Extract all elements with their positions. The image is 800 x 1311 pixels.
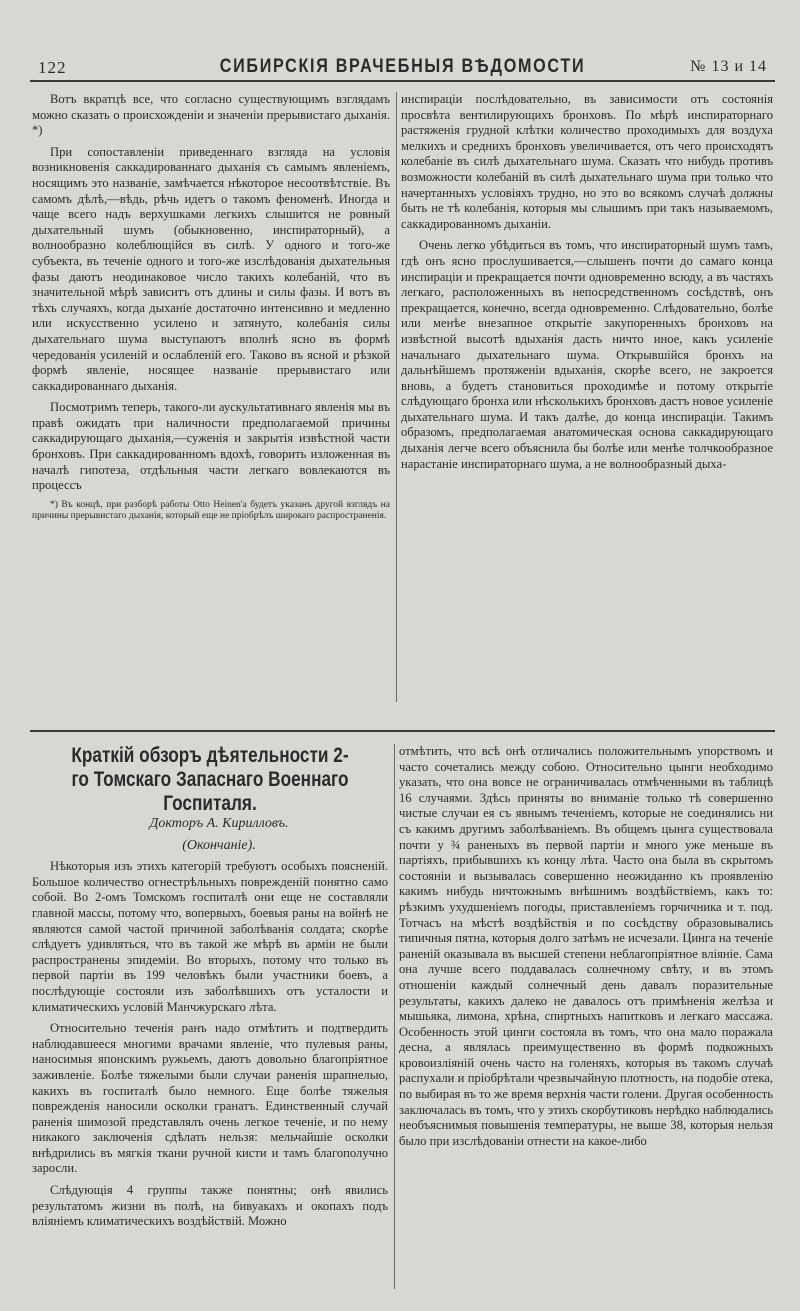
paragraph: Посмотримъ теперь, такого-ли аускультативнаго явленія мы въ правѣ ожидать при наличности предполагаемой причины саккадирующаго дыханія,—суженія и закрытія извѣстной части бронховъ. При саккадированномъ вдохѣ, говорить изложенная въ началѣ гипотеза, отдѣльныя части легкаго вовлекаются въ процессъ (32, 400, 390, 493)
article-author: Докторъ А. Кирилловъ. (149, 816, 289, 831)
article-left-column (32, 744, 388, 1230)
page-header (30, 56, 775, 80)
paragraph: инспираціи послѣдовательно, въ зависимости отъ состоянія просвѣта вентилирующихъ бронховъ. По мѣрѣ инспираторнаго растяженія грудной клѣтки количество проходимыхъ для воздуха мелкихъ и среднихъ бронховъ увеличивается, отъ чего происходятъ колебаніе въ силѣ дыхательнаго шума. Сказать что нибудь противъ возможности колебаній въ силѣ дыхательнаго шума при только что начертанныхъ условіяхъ трудно, но это во всякомъ случаѣ должны быть не тѣ колебанія, которыя мы слышимъ при такъ называемомъ, саккадированномъ дыханіи. (401, 92, 773, 231)
paragraph: Относительно теченія ранъ надо отмѣтить и подтвердить наблюдавшееся многими врачами явленіе, что пулевыя раны, наносимыя японскимъ ружьемъ, даютъ довольно благопріятное заживленіе. Болѣе тяжелыми были случаи раненія шрапнелью, какихъ въ госпиталѣ было немного. Еще болѣе тяжелыя поврежденія наносили осколки гранатъ. Единственный случай раненія шимозой представлялъ очень легкое теченіе, и по нему никакого заключенія сдѣлать нельзя: мельчайшіе осколки внѣдрились въ мягкія ткани ручной кисти и тамъ благополучно заросли. (32, 1021, 388, 1176)
paragraph: Очень легко убѣдиться въ томъ, что инспираторный шумъ тамъ, гдѣ онъ ясно прослушивается,—слышенъ почти до самаго конца инспираціи и прекращается почти одновременно всюду, а въ частяхъ легкаго, расположенныхъ въ непосредственномъ сосѣдствѣ, онъ прекращается, конечно, всегда одновременно. Слѣдовательно, болѣе или менѣе внезапное открытіе закупоренныхъ бронховъ на извѣстной высотѣ вдыханія дасть ничто иное, какъ усиленіе начальнаго дыхательнаго шума. Открывшійся бронхъ на дальнѣйшемъ протяженіи вдыханія, скорѣе всего, не закроется вновь, а будетъ становиться проходимѣе и потому открытіе слѣдующаго бронха или нѣсколькихъ бронховъ дастъ новое усиленіе дыхательнаго шума. И такъ далѣе, до конца инспираціи. Такимъ образомъ, предполагаемая анатомическая основа саккадирующаго дыханія легче всего объяснила бы болѣе или менѣе толчкообразное нарастаніе инспираторнаго шума, а не волнообразный дыха- (401, 238, 773, 471)
paragraph: Нѣкоторыя изъ этихъ категорій требуютъ особыхъ поясненій. Большое количество огнестрѣльныхъ поврежденій понятно само собой. Во 2-омъ Томскомъ госпиталѣ они еще не составляли главной массы, потому что, вопервыхъ, боевыя раны на войнѣ не являются самой частой причиной заболѣванія солдата; скорѣе слѣдуетъ удивляться, что въ такой же мѣрѣ въ арміи не были распространены эпидеміи. Во вторыхъ, потому что только въ первой партіи въ 199 человѣкъ были участники боевъ, а послѣдующіе состояли изъ заболѣвшихъ отъ усталости и климатическихъ условій Манчжурскаго лѣта. (32, 859, 388, 1014)
issue-number: № 13 и 14 (690, 58, 767, 75)
top-left-column (32, 92, 390, 523)
column-divider (396, 92, 397, 702)
section-rule (30, 730, 775, 732)
paragraph: При сопоставленіи приведеннаго взгляда на условія возникновенія саккадированнаго дыханія съ самымъ явленіемъ, носящимъ это названіе, замѣчается нѣкоторое несоотвѣтствіе. Въ самомъ дѣлѣ,—вѣдь, рѣчь идетъ о такомъ феноменѣ. Иногда и чаще всего надъ верхушками легкихъ слышится не ровный дыхательный шумъ (обыкновенно, инспираторный), а волнообразно колеблющійся въ силѣ. У одного и того-же субъекта, въ теченіе одного и того-же изслѣдованія дыхательныя фазы даютъ неодинаковое число такихъ колебаній, что въ значительной мѣрѣ зависитъ отъ длины и силы фазы. И вотъ въ тѣхъ случаяхъ, когда дыханіе достаточно интенсивно и медленно или искусственно усилено и затянуто, колебанія силы дыхательнаго шума выступаютъ вполнѣ ясно въ формѣ чередованія усиленій и ослабленій его. Таково въ ясной и рѣзкой формѣ явленіе, носящее названіе прерывистаго или саккадированнаго дыханія. (32, 144, 390, 393)
footnote: *) Въ концѣ, при разборѣ работы Otto Heinen'а будетъ указанъ другой взглядъ на причины прерывистаго дыханія, который еще не пріобрѣлъ широкаго распространенія. (32, 499, 390, 522)
top-right-column (401, 92, 773, 472)
paragraph: Слѣдующія 4 группы также понятны; онѣ явились результатомъ жизни въ полѣ, на бивуакахъ и окопахъ подъ вліяніемъ климатическихъ воздѣйствій. Можно (32, 1183, 388, 1229)
column-divider (394, 744, 395, 1289)
journal-title: СИБИРСКІЯ ВРАЧЕБНЫЯ ВѢДОМОСТИ (219, 56, 586, 77)
page-number: 122 (38, 58, 67, 77)
continuation-note: (Окончаніе). (182, 837, 256, 853)
article-title: Краткій обзоръ дѣятельности 2-го Томскаго Запаснаго Военнаго Госпиталя. (71, 744, 349, 815)
paragraph: отмѣтить, что всѣ онѣ отличались положительнымъ упорствомъ и часто сочетались между собою. Относительно цынги необходимо указать, что она вовсе не ограничивалась отмѣченными въ таблицѣ 16 случаями. Здѣсь приняты во вниманіе только тѣ совершенно чистые случаи ея съ явнымъ теченіемъ, которые не соединялись ни съ какимъ другимъ заболѣваніемъ. Въ общемъ цынга существовала почти у ¾ раненыхъ въ первой партіи и много уже меньше въ партіяхъ, прибывшихъ къ концу лѣта. Часто она была въ скрытомъ состояніи и вызывалась совершенно неожиданно къ проявленію какимъ нибудь ничтожнымъ внѣшнимъ воздѣйствіемъ, какъ то: рѣзкимъ ухудшеніемъ погоды, приставленіемъ горчичника и т. под. Тотчасъ на мѣстѣ воздѣйствія и по сосѣдству образовывались типичныя пятна, которыя долго затѣмъ не исчезали. Цинга на теченіе раненій оказывала въ высшей степени неблагопріятное вліяніе. Сама она лучше всего поддавалась солнечному свѣту, и въ этомъ отношеніи каждый солнечный день давалъ поразительные результаты, какихъ далеко не давалось отъ примѣненія желѣза и мышьяка, лимона, хрѣна, спиртныхъ напитковъ и легкаго массажа. Особенность этой цинги состояла въ томъ, что она мало поражала десна, а являлась преимущественно въ формѣ подкожныхъ кровоизліяній очень часто на голеняхъ, которыя въ такомъ случаѣ распухали и пріобрѣтали чрезвычайную плотность, на подобіе отека, по выбирая въ то же время верхнія части голени. Другая особенность заключалась въ томъ, что у этихъ скорбутиковъ нерѣдко наблюдались необъяснимыя повышенія температуры, не выше 38, которыя нельзя было при изслѣдованіи отнести на какое-либо (399, 744, 773, 1148)
header-rule (30, 80, 775, 82)
paragraph: Вотъ вкратцѣ все, что согласно существующимъ взглядамъ можно сказать о происхожденіи и значеніи прерывистаго дыханія. *) (32, 92, 390, 138)
article-right-column (399, 744, 773, 1149)
